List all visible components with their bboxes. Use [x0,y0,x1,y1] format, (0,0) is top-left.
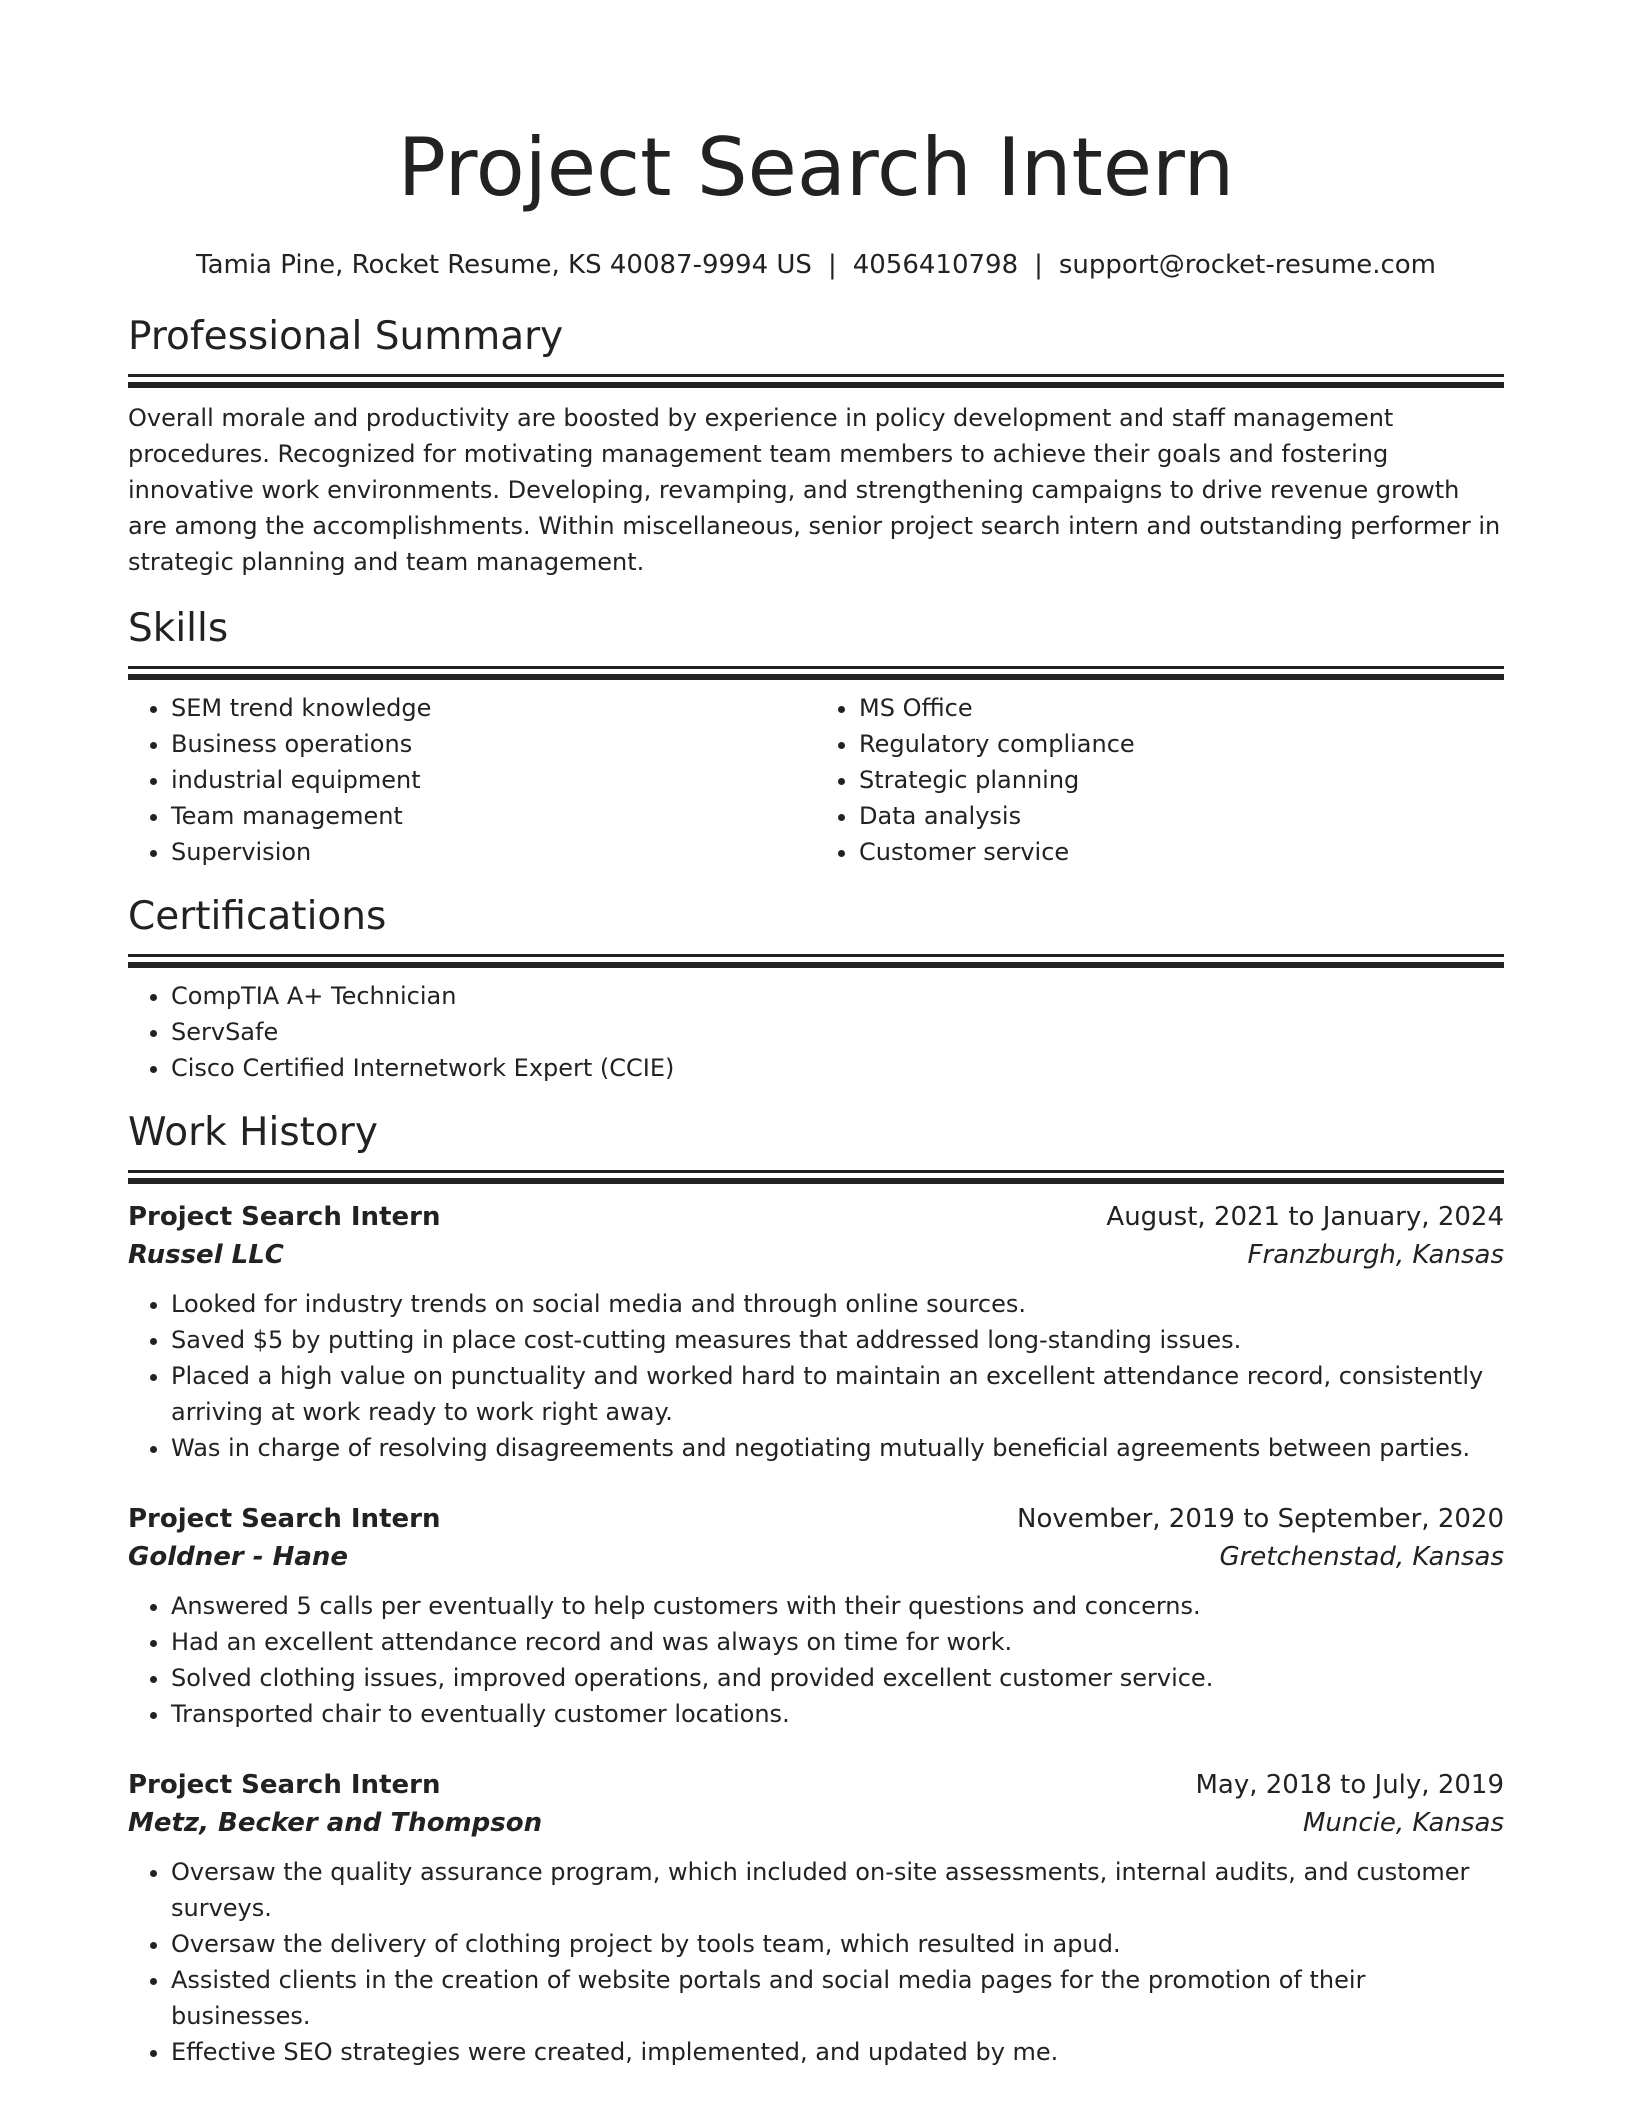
list-item: • Looked for industry trends on social media and through online sources. [171,1286,1504,1322]
list-item: • Oversaw the delivery of clothing project by tools team, which resulted in apud. [171,1926,1504,1962]
list-item: • Cisco Certified Internetwork Expert (CCIE) [171,1050,1504,1086]
section-rule [128,382,1504,388]
list-item: • Effective SEO strategies were created, implemented, and updated by me. [171,2034,1504,2070]
contact-separator: | [827,250,837,280]
job-header [128,1198,1504,1236]
skills-column-right [816,690,1504,870]
job-dates: May, 2018 to July, 2019 [1195,1770,1504,1800]
job-entry [128,1500,1504,1732]
list-item: • Transported chair to eventually customer locations. [171,1696,1504,1732]
list-item: • ServSafe [171,1014,1504,1050]
job-bullets [128,1588,1504,1732]
job-entry [128,1198,1504,1466]
list-item: • Customer service [859,834,1504,870]
job-location: Gretchenstad, Kansas [1219,1542,1504,1572]
section-heading: Professional Summary [128,314,564,359]
job-subheader [128,1804,1504,1842]
job-header [128,1766,1504,1804]
list-item: • Saved $5 by putting in place cost-cutting measures that addressed long-standing issues. [171,1322,1504,1358]
contact-separator: | [1034,250,1043,280]
job-subheader [128,1538,1504,1576]
resume-title: Project Search Intern [397,121,1235,214]
job-header [128,1500,1504,1538]
section-rule [128,666,1504,669]
job-company: Russel LLC [128,1240,284,1270]
list-item: • CompTIA A+ Technician [171,978,1504,1014]
job-company: Metz, Becker and Thompson [128,1808,543,1838]
job-title: Project Search Intern [128,1504,441,1534]
job-bullets [128,1854,1504,2070]
list-item: • Data analysis [859,798,1504,834]
list-item: • industrial equipment [171,762,816,798]
section-rule [128,1178,1504,1184]
job-title: Project Search Intern [128,1770,441,1800]
contact-address: Tamia Pine, Rocket Resume, KS 40087-9994 US [196,250,812,280]
job-company: Goldner - Hane [128,1542,349,1572]
list-item: • Assisted clients in the creation of website portals and social media pages for the promotion of their businesses. [171,1962,1504,2034]
contact-phone: 4056410798 [852,250,1019,280]
certifications-list [128,978,1504,1086]
list-item: • Oversaw the quality assurance program, which included on-site assessments, internal audits, and customer surveys. [171,1854,1504,1926]
job-location: Muncie, Kansas [1303,1808,1504,1838]
job-dates: November, 2019 to September, 2020 [1017,1504,1504,1534]
skills-column-left [128,690,816,870]
list-item: • Strategic planning [859,762,1504,798]
summary-section-header [128,312,1504,388]
work-section-header [128,1108,1504,1184]
section-rule [128,374,1504,377]
section-heading: Skills [128,606,229,651]
list-item: • Was in charge of resolving disagreements and negotiating mutually beneficial agreements between parties. [171,1430,1504,1466]
summary-text: Overall morale and productivity are boosted by experience in policy development and staff management procedures. Recognized for motivating management team members to achieve their goals and fostering innovative work environments. Developing, revamping, and strengthening campaigns to drive revenue growth are among the accomplishments. Within miscellaneous, senior project search intern and outstanding performer in strategic planning and team management. [128,404,1501,576]
job-subheader [128,1236,1504,1274]
list-item: • Had an excellent attendance record and was always on time for work. [171,1624,1504,1660]
list-item: • SEM trend knowledge [171,690,816,726]
list-item: • Business operations [171,726,816,762]
contact-email[interactable]: support@rocket-resume.com [1058,250,1436,280]
section-rule [128,674,1504,680]
list-item: • Team management [171,798,816,834]
list-item: • MS Office [859,690,1504,726]
section-rule [128,1170,1504,1173]
job-title: Project Search Intern [128,1202,441,1232]
list-item: • Placed a high value on punctuality and worked hard to maintain an excellent attendance record, consistently arriving at work ready to work right away. [171,1358,1504,1430]
list-item: • Supervision [171,834,816,870]
section-rule [128,962,1504,968]
list-item: • Solved clothing issues, improved operations, and provided excellent customer service. [171,1660,1504,1696]
section-heading: Certifications [128,894,387,939]
job-dates: August, 2021 to January, 2024 [1106,1202,1504,1232]
job-entry [128,1766,1504,2070]
skills-list [128,690,1504,870]
skills-section-header [128,604,1504,680]
job-bullets [128,1286,1504,1466]
certifications-section-header [128,892,1504,968]
list-item: • Regulatory compliance [859,726,1504,762]
job-location: Franzburgh, Kansas [1247,1240,1504,1270]
list-item: • Answered 5 calls per eventually to help customers with their questions and concerns. [171,1588,1504,1624]
section-rule [128,954,1504,957]
section-heading: Work History [128,1110,378,1155]
contact-line [128,248,1504,282]
